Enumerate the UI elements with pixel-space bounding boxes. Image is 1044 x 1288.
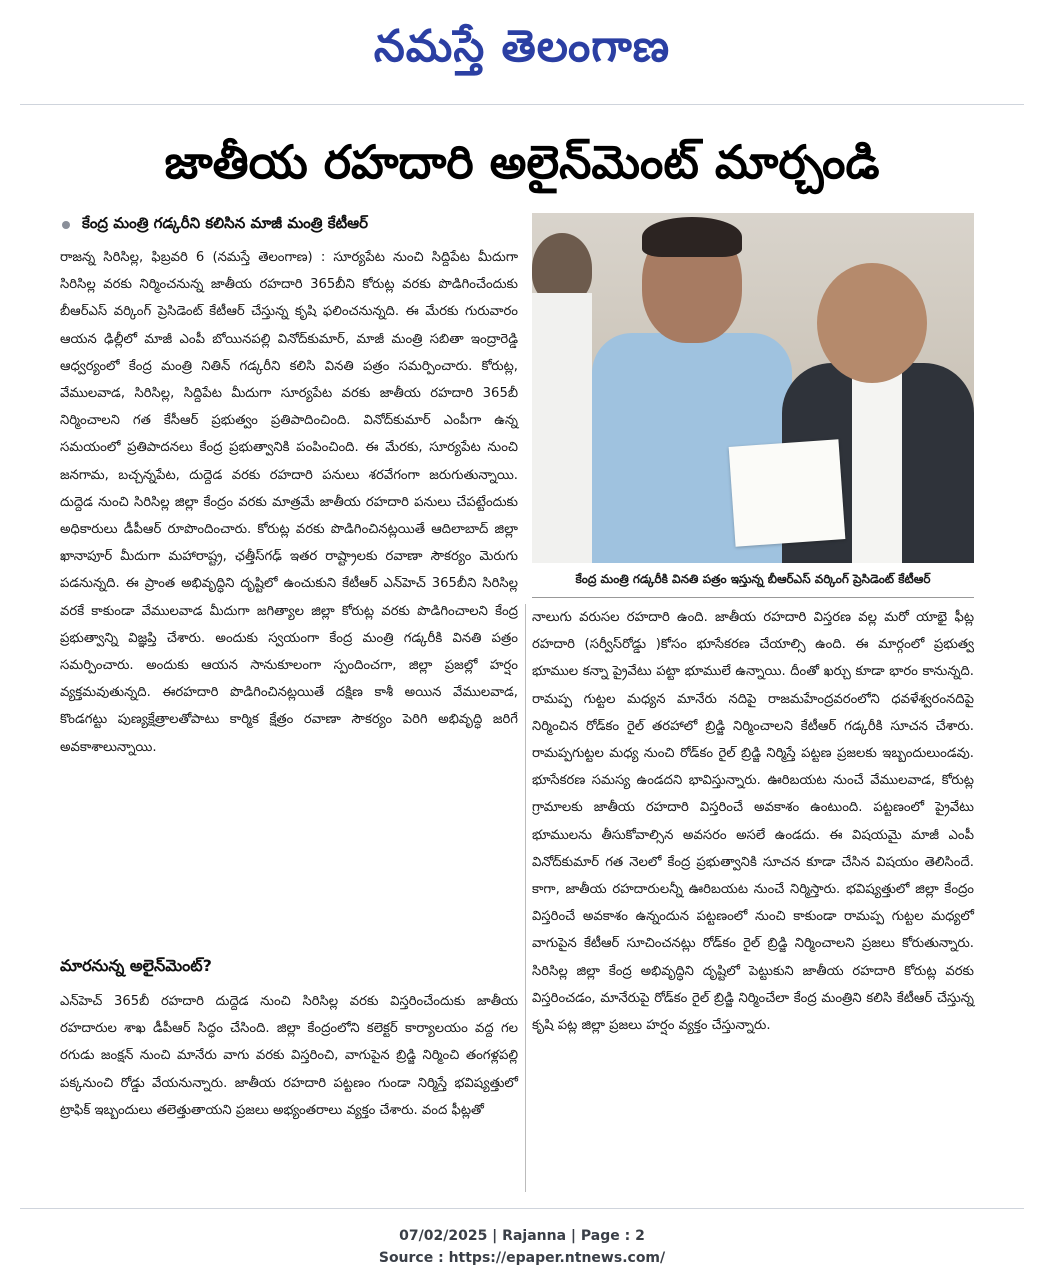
article-headline: జాతీయ రహదారి అలైన్‌మెంట్ మార్చండి [164, 135, 880, 189]
person-right-shirt [852, 363, 902, 563]
person-center-hair [642, 217, 742, 257]
footer-source: Source : https://epaper.ntnews.com/ [378, 1250, 666, 1266]
caption-divider [532, 597, 974, 598]
section-heading: మారనున్న అలైన్‌మెంట్? [60, 955, 212, 975]
bullet-icon [62, 221, 70, 229]
body-column-left-bottom [60, 988, 518, 1124]
footer-divider [20, 1208, 1024, 1209]
news-photo [532, 213, 974, 563]
footer-date-edition: 07/02/2025 | Rajanna | Page : 2 [399, 1228, 645, 1244]
body-paragraph: నాలుగు వరుసల రహదారి ఉంది. జాతీయ రహదారి విస్తరణ వల్ల మరో యాభై ఫీట్ల రహదారి (సర్వీస్‌రోడ్డు )కోసం భూసేకరణ చేయాల్సి ఉంది. ఈ మార్గంలో ప్రభుత్వ భూముల కన్నా ప్రైవేటు పట్టా భూములే ఉన్నాయి. దీంతో ఖర్చు కూడా భారం కానున్నది. రామప్ప గుట్టల మధ్యన మానేరు నదిపై రాజమహేంద్రవరంలోని ధవళేశ్వరంనదిపై నిర్మించిన రోడ్‌కం రైల్ తరహాలో బ్రిడ్జి నిర్మించాలని కేటీఆర్ గడ్కరీకి సూచన చేశారు. రామప్పగుట్టల మధ్య నుంచి రోడ్‌కం రైల్ బ్రిడ్జి నిర్మిస్తే పట్టణ ప్రజలకు ఇబ్బందులుండవు. భూసేకరణ సమస్య ఉండదని భావిస్తున్నారు. ఊరిబయట నుంచే వేములవాడ, కోరుట్ల గ్రామాలకు జాతీయ రహదారి విస్తరించే అవకాశం ఉంటుంది. పట్టణంలో ప్రైవేటు భూములను తీసుకోవాల్సిన అవసరం అసలే ఉండదు. ఈ విషయమై మాజీ ఎంపీ వినోద్‌కుమార్ గత నెలలో కేంద్ర ప్రభుత్వానికి సూచన కూడా చేసిన విషయం తెలిసిందే. కాగా, జాతీయ రహదారులన్నీ ఊరిబయట నుంచే నిర్మిస్తారు. భవిష్యత్తులో జిల్లా కేంద్రం విస్తరించే అవకాశం ఉన్నందున పట్టణంలో నుంచి కాకుండా రామప్ప గుట్టల మధ్యలో వాగుపైన కేటీఆర్ సూచించనట్లు రోడ్‌కం రైల్ బ్రిడ్జి నిర్మించాలని ప్రజలు కోరుతున్నారు. సిరిసిల్ల జిల్లా కేంద్ర అభివృద్ధిని దృష్టిలో పెట్టుకుని జాతీయ రహదారి కోరుట్ల వరకు విస్తరించడం, మానేరుపై రోడ్‌కం రైల్ బ్రిడ్జి నిర్మించేలా కేంద్ర మంత్రిని కలిసి కేటీఆర్ చేస్తున్న కృషి పట్ల జిల్లా ప్రజలు హర్షం వ్యక్తం చేస్తున్నారు. [532, 610, 974, 1034]
body-paragraph: రాజన్న సిరిసిల్ల, ఫిబ్రవరి 6 (నమస్తే తెలంగాణ) : సూర్యపేట నుంచి సిద్దిపేట మీదుగా సిరిసిల్ల వరకు నిర్మించనున్న జాతీయ రహదారి 365బీని కోరుట్ల వరకు పొడిగించేందుకు బీఆర్‌ఎస్ వర్కింగ్ ప్రెసిడెంట్ కేటీఆర్ చేస్తున్న కృషి ఫలించనున్నది. ఈ మేరకు గురువారం ఆయన ఢిల్లీలో మాజీ ఎంపీ బోయినపల్లి వినోద్‌కుమార్, మాజీ మంత్రి సబితా ఇంద్రారెడ్డి ఆధ్వర్యంలో కేంద్ర మంత్రి నితిన్ గడ్కరీని కలిసి వినతి పత్రం సమర్పించారు. కోరుట్ల, వేములవాడ, సిరిసిల్ల, సిద్దిపేట మీదుగా సూర్యపేట వరకు జాతీయ రహదారి 365బీ నిర్మించాలని గత కేసీఆర్ ప్రభుత్వం ప్రతిపాదించింది. వినోద్‌కుమార్ ఎంపీగా ఉన్న సమయంలో ప్రతిపాదనలు కేంద్ర ప్రభుత్వానికి పంపించింది. ఈ మేరకు, సూర్యపేట నుంచి జనగామ, బచ్చన్నపేట, దుద్దెడ వరకు రహదారి పనులు శరవేగంగా జరుగుతున్నాయి. దుద్దెడ నుంచి సిరిసిల్ల జిల్లా కేంద్రం వరకు మాత్రమే జాతీయ రహదారి పనులు చేపట్టేందుకు అధికారులు డీపీఆర్ రూపొందించారు. కోరుట్ల వరకు పొడిగించినట్లయితే ఆదిలాబాద్ జిల్లా ఖానాపూర్ మీదుగా మహారాష్ట్ర, ఛత్తీస్‌గఢ్ ఇతర రాష్ట్రాలకు రవాణా సౌకర్యం మెరుగు పడనున్నది. ఈ ప్రాంత అభివృద్ధిని దృష్టిలో ఉంచుకుని కేటీఆర్ ఎన్‌హెచ్ 365బీని సిరిసిల్ల వరకే కాకుండా వేములవాడ మీదుగా జగిత్యాల జిల్లా కోరుట్ల వరకు పొడిగించాలని కేంద్ర ప్రభుత్వాన్ని విజ్ఞప్తి చేశారు. అందుకు స్వయంగా కేంద్ర మంత్రి గడ్కరీకి వినతి పత్రం సమర్పించారు. అందుకు ఆయన సానుకూలంగా స్పందించగా, జిల్లా ప్రజల్లో హర్షం వ్యక్తమవుతున్నది. ఈరహదారి పొడిగించినట్లయితే దక్షిణ కాశీ అయిన వేములవాడ, కొండగట్టు పుణ్యక్షేత్రాలతోపాటు కార్మిక క్షేత్రం రవాణా సౌకర్యం పెరిగి అభివృద్ధి జరిగే అవకాశాలున్నాయి. [60, 250, 518, 755]
column-divider [525, 604, 526, 1192]
person-left-body [532, 293, 592, 563]
subhead-text: కేంద్ర మంత్రి గడ్కరీని కలిసిన మాజీ మంత్రి కేటీఆర్ [82, 214, 369, 232]
masthead-divider [20, 104, 1024, 105]
masthead [0, 0, 1044, 104]
person-right [817, 263, 927, 383]
body-column-right [532, 604, 974, 1039]
petition-document [729, 439, 846, 546]
article-subhead [62, 212, 522, 238]
masthead-logo: నమస్తే తెలంగాణ [373, 21, 671, 72]
body-column-left-top [60, 244, 518, 761]
photo-caption: కేంద్ర మంత్రి గడ్కరీకి వినతి పత్రం ఇస్తున్న బీఆర్‌ఎస్ వర్కింగ్ ప్రెసిడెంట్ కేటీఆర్ [575, 571, 931, 586]
body-paragraph: ఎన్‌హెచ్ 365బీ రహదారి దుద్దెడ నుంచి సిరిసిల్ల వరకు విస్తరించేందుకు జాతీయ రహదారుల శాఖ డీపీఆర్ సిద్ధం చేసింది. జిల్లా కేంద్రంలోని కలెక్టర్ కార్యాలయం వద్ద గల రగుడు జంక్షన్ నుంచి మానేరు వాగు వరకు విస్తరించి, వాగుపైన బ్రిడ్జి నిర్మించి తంగళ్లపల్లి పక్కనుంచి రోడ్డు వేయనున్నారు. జాతీయ రహదారి పట్టణం గుండా నిర్మిస్తే భవిష్యత్తులో ట్రాఫిక్ ఇబ్బందులు తలెత్తుతాయని ప్రజలు అభ్యంతరాలు వ్యక్తం చేశారు. వంద ఫీట్లతో [60, 994, 518, 1118]
